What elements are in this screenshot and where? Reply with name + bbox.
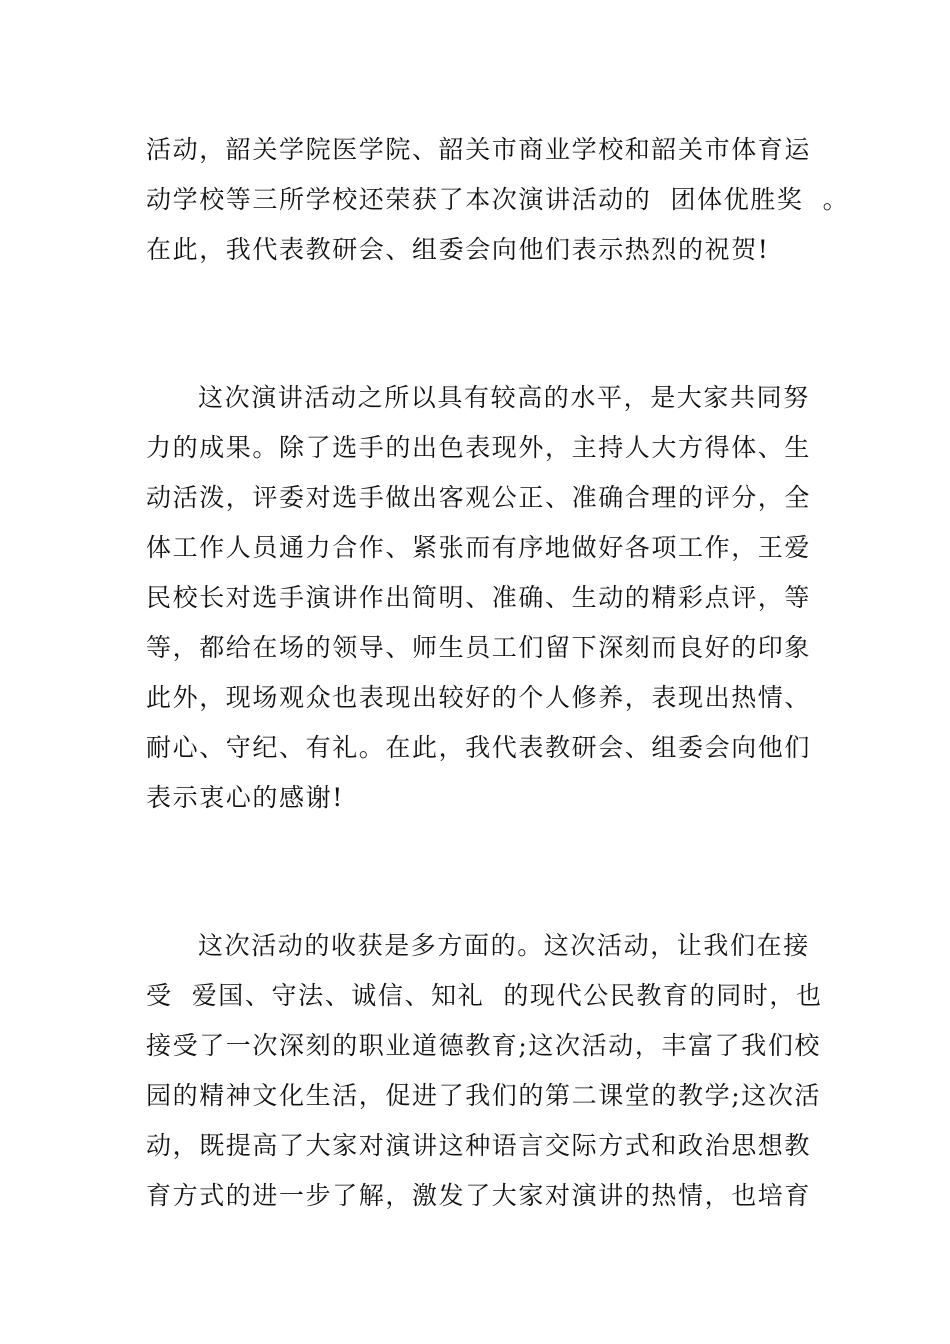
text-line: 民校长对选手演讲作出简明、准确、生动的精彩点评，等 (146, 583, 812, 612)
text-line: 受 爱国、守法、诚信、知礼 的现代公民教育的同时，也 (146, 981, 823, 1010)
text-line: 在此，我代表教研会、组委会向他们表示热烈的祝贺! (146, 235, 770, 264)
text-line: 接受了一次深刻的职业道德教育;这次活动，丰富了我们校 (146, 1031, 822, 1060)
text-line: 这次活动的收获是多方面的。这次活动，让我们在接 (198, 931, 810, 960)
text-line: 耐心、守纪、有礼。在此，我代表教研会、组委会向他们 (146, 733, 812, 762)
text-line: 这次演讲活动之所以具有较高的水平，是大家共同努 (198, 383, 810, 412)
text-line: 动，既提高了大家对演讲这种语言交际方式和政治思想教 (146, 1131, 812, 1160)
text-line: 表示衷心的感谢! (146, 783, 344, 812)
text-line: 体工作人员通力合作、紧张而有序地做好各项工作，王爱 (146, 533, 812, 562)
text-line: 等，都给在场的领导、师生员工们留下深刻而良好的印象 (146, 633, 812, 662)
text-line: 动学校等三所学校还荣获了本次演讲活动的 团体优胜奖 。 (146, 185, 850, 214)
text-line: 动活泼，评委对选手做出客观公正、准确合理的评分，全 (146, 483, 812, 512)
text-line: 育方式的进一步了解，激发了大家对演讲的热情，也培育 (146, 1181, 812, 1210)
text-line: 此外，现场观众也表现出较好的个人修养，表现出热情、 (146, 683, 812, 712)
text-line: 力的成果。除了选手的出色表现外，主持人大方得体、生 (146, 433, 812, 462)
text-line: 活动，韶关学院医学院、韶关市商业学校和韶关市体育运 (146, 135, 812, 164)
text-line: 园的精神文化生活，促进了我们的第二课堂的教学;这次活 (146, 1081, 822, 1110)
